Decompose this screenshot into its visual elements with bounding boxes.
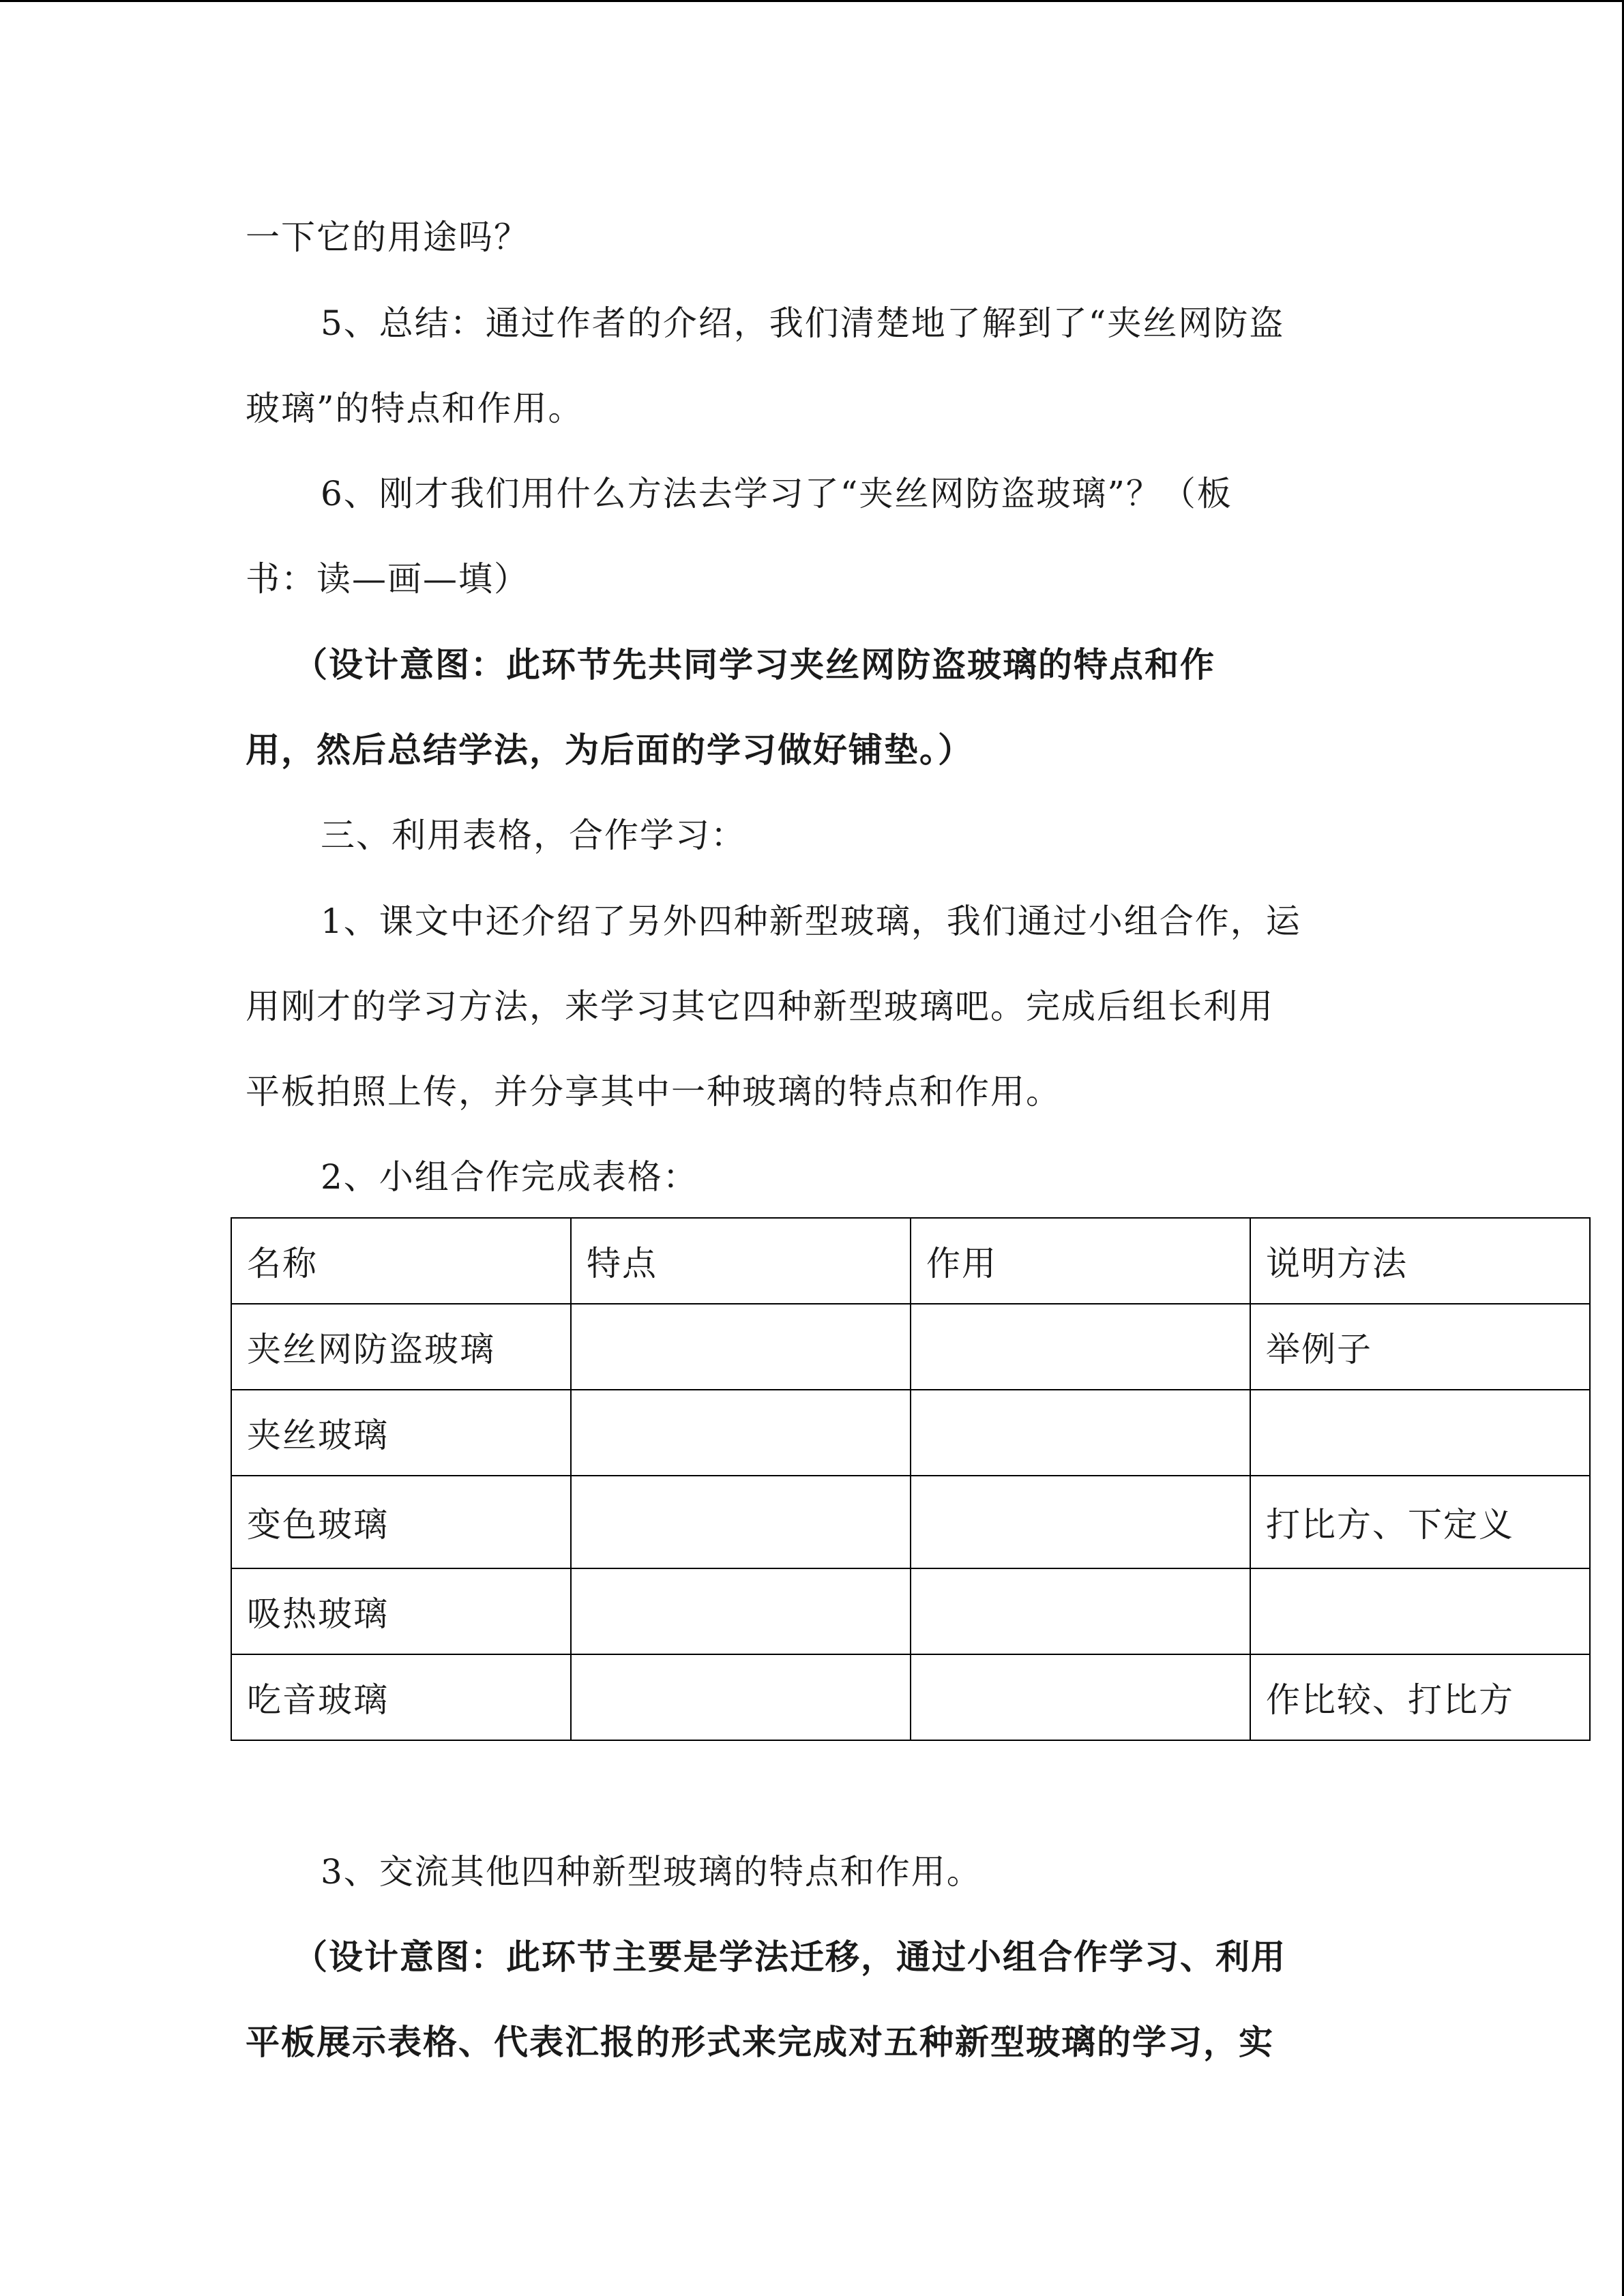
paragraph-line: 6、刚才我们用什么方法去学习了“夹丝网防盗玻璃”？（板 (321, 474, 1232, 513)
table-cell (911, 1304, 1250, 1390)
table-cell: 夹丝网防盗玻璃 (231, 1304, 571, 1390)
design-intent-line: 用，然后总结学法，为后面的学习做好铺垫。） (246, 730, 973, 770)
table-cell (571, 1304, 911, 1390)
table-cell: 吸热玻璃 (231, 1568, 571, 1654)
table-cell (911, 1390, 1250, 1476)
glass-table (231, 1217, 1591, 1741)
table-cell: 变色玻璃 (231, 1476, 571, 1568)
table-cell (1250, 1568, 1590, 1654)
paragraph-line: 5、总结：通过作者的介绍，我们清楚地了解到了“夹丝网防盗 (321, 303, 1285, 343)
design-intent-line: 平板展示表格、代表汇报的形式来完成对五种新型玻璃的学习，实 (246, 2023, 1274, 2062)
table-cell (1250, 1390, 1590, 1476)
table-cell: 夹丝玻璃 (231, 1390, 571, 1476)
table-header-cell: 说明方法 (1250, 1218, 1590, 1304)
table-cell: 吃音玻璃 (231, 1654, 571, 1740)
table-row (231, 1476, 1590, 1568)
table-cell: 举例子 (1250, 1304, 1590, 1390)
table-row (231, 1568, 1590, 1654)
table-header-row (231, 1218, 1590, 1304)
paragraph-line: 一下它的用途吗？ (246, 218, 529, 257)
table-cell (571, 1654, 911, 1740)
table-header-cell: 名称 (231, 1218, 571, 1304)
design-intent-line: （设计意图：此环节先共同学习夹丝网防盗玻璃的特点和作 (293, 645, 1215, 685)
table-cell (571, 1476, 911, 1568)
paragraph-line: 玻璃”的特点和作用。 (246, 389, 584, 428)
table-cell (911, 1568, 1250, 1654)
design-intent-line: （设计意图：此环节主要是学法迁移，通过小组合作学习、利用 (293, 1937, 1286, 1977)
paragraph-line: 2、小组合作完成表格： (321, 1157, 698, 1197)
table-row (231, 1654, 1590, 1740)
paragraph-line: 用刚才的学习方法，来学习其它四种新型玻璃吧。完成后组长利用 (246, 987, 1274, 1026)
table-header-cell: 作用 (911, 1218, 1250, 1304)
table-cell (911, 1476, 1250, 1568)
table-row (231, 1304, 1590, 1390)
table-row (231, 1390, 1590, 1476)
paragraph-line: 1、课文中还介绍了另外四种新型玻璃，我们通过小组合作，运 (321, 901, 1301, 941)
paragraph-line: 3、交流其他四种新型玻璃的特点和作用。 (321, 1852, 982, 1892)
page-border-top (0, 0, 1624, 2)
section-heading: 三、利用表格，合作学习： (321, 816, 746, 855)
table-cell: 打比方、下定义 (1250, 1476, 1590, 1568)
table-cell (911, 1654, 1250, 1740)
paragraph-line: 书：读—画—填） (246, 559, 529, 599)
table-cell: 作比较、打比方 (1250, 1654, 1590, 1740)
paragraph-line: 平板拍照上传，并分享其中一种玻璃的特点和作用。 (246, 1072, 1061, 1112)
table-header-cell: 特点 (571, 1218, 911, 1304)
table-cell (571, 1568, 911, 1654)
table-cell (571, 1390, 911, 1476)
